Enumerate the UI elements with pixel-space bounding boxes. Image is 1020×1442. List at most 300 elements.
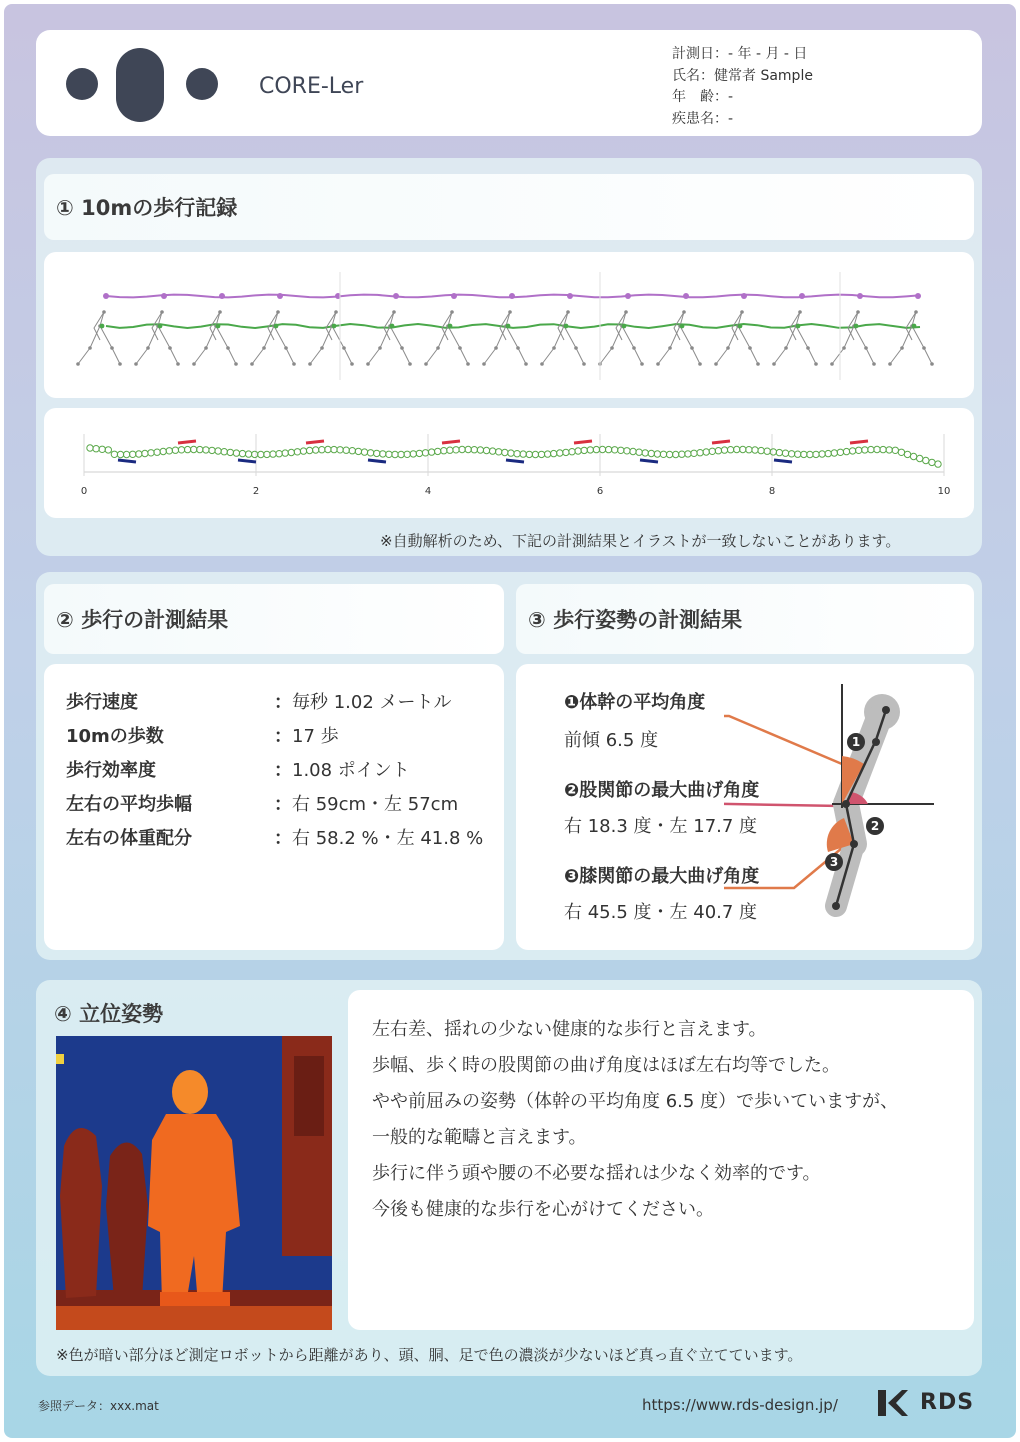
knee-leader-line (724, 848, 842, 888)
depth-floor-near (56, 1306, 332, 1330)
trajectory-circle (538, 451, 544, 457)
skeleton-joint (872, 362, 876, 366)
skeleton-frame (192, 293, 238, 366)
trajectory-circle (184, 446, 190, 452)
trajectory-circle (825, 450, 831, 456)
skeleton-joint (640, 362, 644, 366)
skeleton-leg-right (912, 326, 932, 364)
x-axis-tick-label: 6 (596, 486, 604, 497)
trajectory-circle (715, 448, 721, 454)
head-point (451, 293, 457, 299)
skeleton-joint (656, 362, 660, 366)
skeleton-frame (482, 293, 528, 366)
hip-point (506, 324, 511, 329)
trajectory-circle (117, 451, 123, 457)
skeleton-leg-left (252, 312, 278, 364)
trajectory-circle (593, 446, 599, 452)
trajectory-circle (673, 451, 679, 457)
trajectory-circle (819, 451, 825, 457)
skeleton-leg-left (368, 312, 394, 364)
skeleton-joint (772, 362, 776, 366)
hip-point (100, 324, 105, 329)
trajectory-circle (288, 449, 294, 455)
skeleton-frame (366, 293, 412, 366)
marker-1-label: 1 (851, 735, 861, 749)
result-colon: ： (274, 760, 292, 781)
trajectory-circle (868, 446, 874, 452)
result-colon: ： (274, 726, 292, 747)
skeleton-leg-right (506, 326, 526, 364)
depth-bg-person-1 (60, 1128, 102, 1298)
trajectory-circle (270, 451, 276, 457)
skeleton-leg-left (658, 312, 684, 364)
skeleton-joint (900, 346, 904, 350)
analysis-note: ※自動解析のため、下記の計測結果とイラストが一致しないことがあります。 (380, 532, 901, 550)
skeleton-joint (320, 346, 324, 350)
trajectory-circle (191, 446, 197, 452)
skeleton-joint (842, 346, 846, 350)
skeleton-joint (436, 346, 440, 350)
skeleton-joint (726, 346, 730, 350)
trajectory-circle (703, 449, 709, 455)
trajectory-circle (105, 447, 111, 453)
skeleton-joint (342, 346, 346, 350)
trajectory-circle (215, 448, 221, 454)
trajectory-circle (264, 451, 270, 457)
head-point (857, 293, 863, 299)
trajectory-circle (849, 448, 855, 454)
trajectory-circle (605, 446, 611, 452)
trajectory-circle (178, 447, 184, 453)
head-point (393, 293, 399, 299)
skeleton-frame (424, 293, 470, 366)
joint-ankle (832, 902, 840, 910)
trajectory-circle (917, 455, 923, 461)
section2-title: ② 歩行の計測結果 (44, 584, 504, 654)
head-point (509, 293, 515, 299)
skeleton-frame (598, 293, 644, 366)
skeleton-leg-right (622, 326, 642, 364)
skeleton-joint (234, 362, 238, 366)
skeleton-joint (458, 346, 462, 350)
trajectory-circle (227, 449, 233, 455)
trajectory-circle (428, 449, 434, 455)
trajectory-circle (666, 451, 672, 457)
trajectory-circle (898, 449, 904, 455)
trajectory-circle (435, 448, 441, 454)
skeleton-joint (134, 362, 138, 366)
trajectory-circle (679, 451, 685, 457)
skeleton-joint (218, 310, 222, 314)
trajectory-circle (252, 451, 258, 457)
skeleton-joint (830, 362, 834, 366)
trunk-leader-line (724, 716, 842, 764)
x-axis-tick-label: 10 (937, 486, 951, 497)
trajectory-circle (874, 446, 880, 452)
skeleton-leg-left (774, 312, 800, 364)
hip-leader-line (724, 802, 842, 806)
trajectory-circle (801, 451, 807, 457)
trajectory-circle (764, 448, 770, 454)
skeleton-joint (516, 346, 520, 350)
trajectory-circle (892, 447, 898, 453)
skeleton-leg-right (564, 326, 584, 364)
right-footstep-mark (442, 441, 460, 443)
knee-angle-value: 右 45.5 度・左 40.7 度 (564, 902, 758, 923)
trajectory-circle (410, 451, 416, 457)
trajectory-circle (148, 450, 154, 456)
left-footstep-mark (506, 460, 524, 462)
reference-data: 参照データ：xxx.mat (38, 1399, 159, 1413)
result-value: 毎秒 1.02 メートル (292, 692, 452, 713)
skeleton-frame (540, 293, 586, 366)
trajectory-circle (465, 446, 471, 452)
result-label: 歩行効率度 (66, 760, 156, 781)
skeleton-leg-left (310, 312, 336, 364)
skeleton-leg-right (100, 326, 120, 364)
trajectory-circle (612, 447, 618, 453)
trajectory-circle (618, 447, 624, 453)
patient-name: 氏名：健常者 Sample (672, 67, 813, 84)
joint-head (882, 706, 890, 714)
skeleton-joint (482, 362, 486, 366)
hip-point (912, 324, 917, 329)
trajectory-circle (489, 448, 495, 454)
trajectory-circle (752, 447, 758, 453)
trajectory-circle (380, 451, 386, 457)
comment-line-3: やや前屈みの姿勢（体幹の平均角度 6.5 度）で歩いていますが、 (372, 1091, 899, 1112)
walking-skeleton-plot (44, 252, 974, 398)
skeleton-joint (714, 362, 718, 366)
skeleton-joint (250, 362, 254, 366)
patient-meta (672, 44, 813, 130)
trajectory-circle (313, 447, 319, 453)
trajectory-circle (782, 450, 788, 456)
trajectory-circle (386, 451, 392, 457)
x-axis-tick-label: 4 (424, 486, 432, 497)
marker-3-label: 3 (829, 855, 839, 869)
result-colon: ： (274, 692, 292, 713)
trajectory-circle (862, 447, 868, 453)
trajectory-circle (130, 451, 136, 457)
skeleton-plot-card (44, 252, 974, 398)
skeleton-joint (424, 362, 428, 366)
joint-shoulder (872, 738, 880, 746)
trajectory-circle (642, 450, 648, 456)
trajectory-circle (111, 451, 117, 457)
skeleton-frame (772, 293, 818, 366)
trajectory-circle (910, 453, 916, 459)
skeleton-joint (668, 346, 672, 350)
skeleton-frame (656, 293, 702, 366)
head-point (567, 293, 573, 299)
skeleton-joint (350, 362, 354, 366)
trajectory-circle (361, 449, 367, 455)
result-row (66, 790, 496, 818)
skeleton-joint (566, 310, 570, 314)
trajectory-circle (904, 451, 910, 457)
hip-point (796, 324, 801, 329)
trajectory-circle (880, 446, 886, 452)
result-row (66, 688, 496, 716)
skeleton-leg-left (194, 312, 220, 364)
skeleton-joint (366, 362, 370, 366)
trajectory-circle (837, 449, 843, 455)
trajectory-circle (160, 448, 166, 454)
trajectory-circle (788, 451, 794, 457)
trajectory-circle (416, 450, 422, 456)
skeleton-joint (160, 310, 164, 314)
section3-title: ③ 歩行姿勢の計測結果 (516, 584, 974, 654)
trajectory-circle (343, 447, 349, 453)
depth-image (56, 1036, 332, 1330)
skeleton-joint (610, 346, 614, 350)
trajectory-circle (398, 451, 404, 457)
hip-angle-heading: ❷股関節の最大曲げ角度 (564, 780, 760, 801)
result-value: 17 歩 (292, 726, 339, 747)
trajectory-circle (636, 449, 642, 455)
trajectory-circle (374, 450, 380, 456)
trajectory-circle (325, 446, 331, 452)
trajectory-circle (392, 451, 398, 457)
header-card (36, 30, 982, 136)
skeleton-frame (308, 293, 354, 366)
skeleton-leg-right (738, 326, 758, 364)
right-footstep-mark (178, 441, 196, 443)
depth-person-body (148, 1114, 240, 1304)
x-axis-tick-label: 2 (252, 486, 260, 497)
trajectory-circle (770, 449, 776, 455)
skeleton-joint (284, 346, 288, 350)
skeleton-joint (888, 362, 892, 366)
trajectory-circle (477, 447, 483, 453)
footprint-plot (44, 408, 974, 518)
skeleton-joint (88, 346, 92, 350)
head-point (625, 293, 631, 299)
trajectory-circle (355, 448, 361, 454)
trajectory-circle (660, 451, 666, 457)
trajectory-circle (441, 448, 447, 454)
trajectory-circle (453, 447, 459, 453)
patient-age: 年 齢：- (672, 89, 734, 105)
skeleton-joint (466, 362, 470, 366)
trajectory-circle (587, 447, 593, 453)
skeleton-joint (864, 346, 868, 350)
depth-far-shadow (294, 1056, 324, 1136)
trajectory-circle (123, 451, 129, 457)
result-value: 右 58.2 %・左 41.8 % (292, 828, 484, 849)
skeleton-joint (582, 362, 586, 366)
skeleton-leg-right (854, 326, 874, 364)
trajectory-circle (172, 447, 178, 453)
skeleton-joint (784, 346, 788, 350)
trajectory-circle (581, 447, 587, 453)
trajectory-circle (221, 449, 227, 455)
trajectory-circle (520, 451, 526, 457)
skeleton-leg-right (332, 326, 352, 364)
skeleton-joint (308, 362, 312, 366)
skeleton-joint (204, 346, 208, 350)
trajectory-circle (532, 451, 538, 457)
logo-right-dot-icon (186, 68, 218, 100)
comment-line-4: 一般的な範疇と言えます。 (372, 1127, 587, 1148)
skeleton-leg-right (274, 326, 294, 364)
result-row (66, 756, 496, 784)
skeleton-joint (624, 310, 628, 314)
trajectory-circle (203, 447, 209, 453)
comment-line-6: 今後も健康的な歩行を心がけてください。 (372, 1199, 714, 1220)
head-point (219, 293, 225, 299)
skeleton-joint (922, 346, 926, 350)
trajectory-circle (740, 446, 746, 452)
trajectory-circle (99, 446, 105, 452)
head-point (683, 293, 689, 299)
skeleton-leg-right (390, 326, 410, 364)
skeleton-leg-left (832, 312, 858, 364)
trajectory-circle (654, 451, 660, 457)
skeleton-leg-left (542, 312, 568, 364)
trajectory-circle (831, 450, 837, 456)
comment-line-2: 歩幅、歩く時の股関節の曲げ角度はほぼ左右均等でした。 (372, 1055, 840, 1076)
trajectory-circle (758, 447, 764, 453)
skeleton-joint (400, 346, 404, 350)
skeleton-joint (690, 346, 694, 350)
depth-person-head (172, 1070, 208, 1114)
skeleton-leg-left (890, 312, 916, 364)
trunk-angle-heading: ❶体幹の平均角度 (564, 692, 706, 713)
trajectory-circle (496, 449, 502, 455)
trajectory-circle (483, 447, 489, 453)
skeleton-leg-right (216, 326, 236, 364)
trajectory-circle (807, 451, 813, 457)
assessment-comment-card (348, 990, 974, 1330)
trajectory-circle (569, 449, 575, 455)
result-label: 左右の平均歩幅 (66, 794, 192, 815)
trajectory-circle (526, 451, 532, 457)
joint-knee (850, 840, 858, 848)
section1-title: ① 10mの歩行記録 (44, 174, 974, 240)
trajectory-circle (929, 459, 935, 465)
skeleton-joint (524, 362, 528, 366)
trajectory-circle (856, 447, 862, 453)
skeleton-joint (540, 362, 544, 366)
skeleton-frame (888, 293, 934, 366)
trajectory-circle (136, 451, 142, 457)
result-label: 歩行速度 (66, 692, 138, 713)
hip-point (448, 324, 453, 329)
hip-point (158, 324, 163, 329)
website-link[interactable]: https://www.rds-design.jp/ (642, 1396, 838, 1414)
right-footstep-mark (712, 441, 730, 443)
report-page (4, 4, 1016, 1438)
depth-marker (56, 1054, 64, 1064)
depth-bg-person-2 (106, 1142, 148, 1298)
skeleton-joint (740, 310, 744, 314)
skeleton-leg-left (600, 312, 626, 364)
skeleton-joint (756, 362, 760, 366)
footprint-plot-card (44, 408, 974, 518)
head-point (915, 293, 921, 299)
trajectory-circle (648, 450, 654, 456)
left-footstep-mark (238, 460, 256, 462)
trajectory-circle (630, 448, 636, 454)
skeleton-joint (806, 346, 810, 350)
trajectory-circle (142, 450, 148, 456)
skeleton-leg-left (426, 312, 452, 364)
trajectory-circle (544, 451, 550, 457)
hip-point (390, 324, 395, 329)
logo-left-dot-icon (66, 68, 98, 100)
measure-date: 計測日：- 年 - 月 - 日 (672, 46, 808, 62)
skeleton-leg-left (716, 312, 742, 364)
skeleton-joint (334, 310, 338, 314)
result-label: 10mの歩数 (66, 726, 164, 747)
hip-point (680, 324, 685, 329)
skeleton-joint (118, 362, 122, 366)
skeleton-joint (632, 346, 636, 350)
skeleton-leg-left (78, 312, 104, 364)
trajectory-circle (691, 450, 697, 456)
hip-point (854, 324, 859, 329)
result-value: 右 59cm・左 57cm (292, 794, 459, 815)
trajectory-circle (276, 451, 282, 457)
result-row (66, 824, 496, 852)
trajectory-circle (258, 451, 264, 457)
skeleton-joint (408, 362, 412, 366)
skeleton-joint (102, 310, 106, 314)
skeleton-leg-right (796, 326, 816, 364)
joint-hip (842, 800, 850, 808)
x-axis-tick-label: 0 (80, 486, 88, 497)
trajectory-circle (245, 451, 251, 457)
skeleton-joint (110, 346, 114, 350)
trajectory-circle (575, 448, 581, 454)
skeleton-joint (698, 362, 702, 366)
skeleton-joint (930, 362, 934, 366)
skeleton-joint (76, 362, 80, 366)
skeleton-joint (914, 310, 918, 314)
skeleton-frame (250, 293, 296, 366)
trajectory-circle (795, 451, 801, 457)
hip-point (274, 324, 279, 329)
trajectory-circle (87, 445, 93, 451)
trajectory-circle (459, 446, 465, 452)
skeleton-joint (494, 346, 498, 350)
skeleton-frame (830, 293, 876, 366)
trajectory-circle (886, 447, 892, 453)
result-value: 1.08 ポイント (292, 760, 410, 781)
trajectory-circle (166, 448, 172, 454)
trajectory-circle (319, 447, 325, 453)
trajectory-circle (557, 450, 563, 456)
skeleton-joint (292, 362, 296, 366)
depth-person-feet (160, 1292, 230, 1306)
patient-disease: 疾患名：- (672, 110, 734, 127)
trajectory-circle (843, 448, 849, 454)
head-point (277, 293, 283, 299)
skeleton-joint (450, 310, 454, 314)
hip-point (564, 324, 569, 329)
trajectory-circle (197, 446, 203, 452)
trajectory-circle (239, 450, 245, 456)
trajectory-circle (923, 457, 929, 463)
skeleton-joint (574, 346, 578, 350)
skeleton-joint (814, 362, 818, 366)
rds-logo-text: RDS (920, 1390, 975, 1415)
skeleton-leg-right (158, 326, 178, 364)
hip-point (622, 324, 627, 329)
trajectory-circle (502, 449, 508, 455)
